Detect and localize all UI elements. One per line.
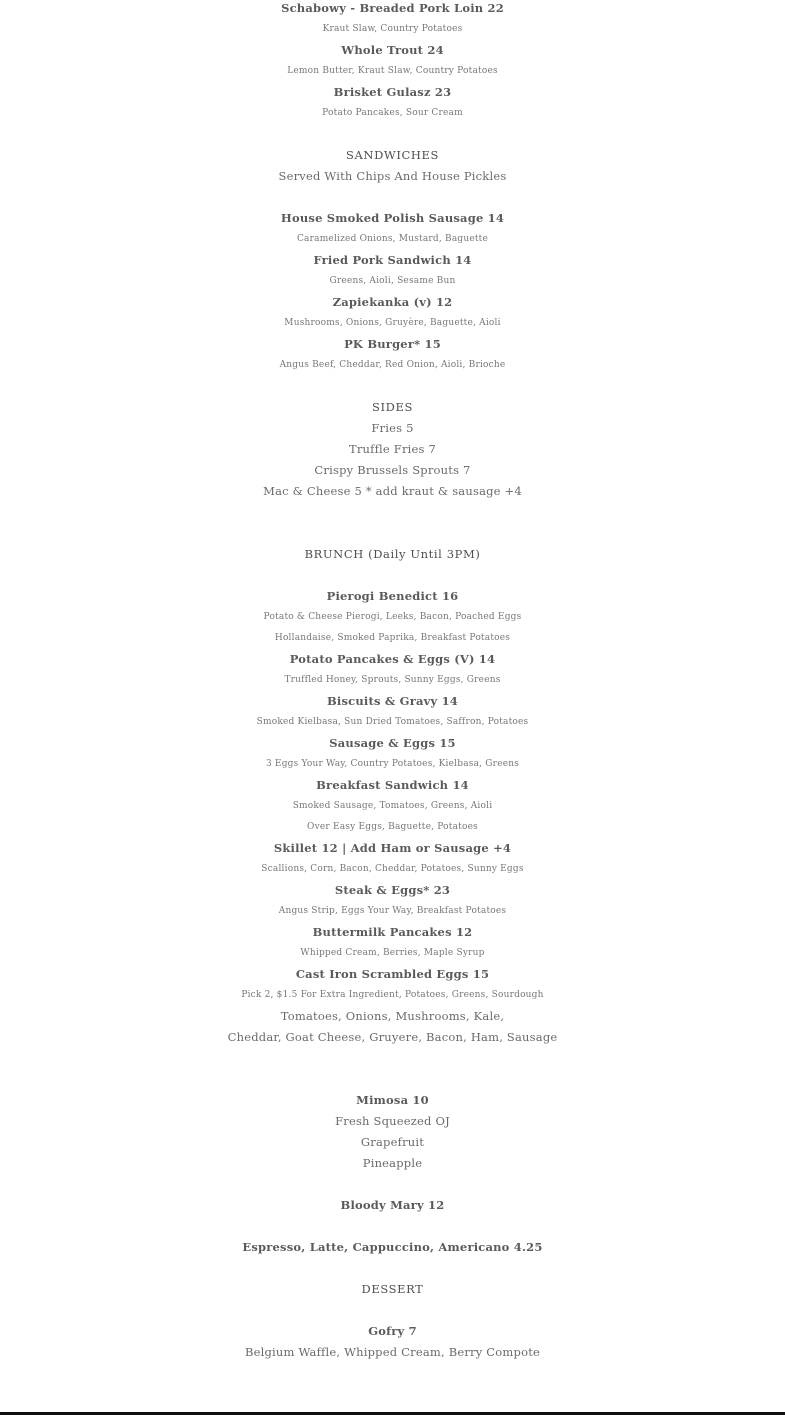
menu-item-description: 3 Eggs Your Way, Country Potatoes, Kielbasa, Greens xyxy=(265,759,520,769)
menu-item-description: Mushrooms, Onions, Gruyère, Baguette, Aioli xyxy=(284,318,501,328)
menu-text-line: Mac & Cheese 5 * add kraut & sausage +4 xyxy=(263,484,522,498)
menu-item-title: Espresso, Latte, Cappuccino, Americano 4.25 xyxy=(242,1240,543,1254)
menu-item-description: Whipped Cream, Berries, Maple Syrup xyxy=(300,948,485,958)
menu-item-title: Pierogi Benedict 16 xyxy=(326,589,459,603)
menu-item-description: Smoked Sausage, Tomatoes, Greens, Aioli xyxy=(292,801,493,811)
section-heading: SIDES xyxy=(372,400,413,414)
menu-item-title: Sausage & Eggs 15 xyxy=(329,736,456,750)
menu-item-title: Potato Pancakes & Eggs (V) 14 xyxy=(289,652,496,666)
menu-text-line: Served With Chips And House Pickles xyxy=(278,169,507,183)
menu-item-title: Cast Iron Scrambled Eggs 15 xyxy=(295,967,490,981)
menu-item-title: Brisket Gulasz 23 xyxy=(333,85,452,99)
menu-text-line: Truffle Fries 7 xyxy=(348,442,437,456)
menu-item-title: Whole Trout 24 xyxy=(341,43,444,57)
menu-text-line: Belgium Waffle, Whipped Cream, Berry Compote xyxy=(244,1345,541,1359)
menu-item-description: Scallions, Corn, Bacon, Cheddar, Potatoes, Sunny Eggs xyxy=(261,864,524,874)
menu-item-description: Truffled Honey, Sprouts, Sunny Eggs, Greens xyxy=(284,675,501,685)
menu-text-line: Tomatoes, Onions, Mushrooms, Kale, xyxy=(280,1009,505,1023)
menu-item-title: Fried Pork Sandwich 14 xyxy=(313,253,472,267)
menu-item-title: Biscuits & Gravy 14 xyxy=(327,694,458,708)
menu-text-line: Fresh Squeezed OJ xyxy=(335,1114,450,1128)
menu-item-description: Pick 2, $1.5 For Extra Ingredient, Potatoes, Greens, Sourdough xyxy=(241,990,544,1000)
menu-item-title: House Smoked Polish Sausage 14 xyxy=(280,211,505,225)
menu-text-line: Pineapple xyxy=(362,1156,423,1170)
menu-item-title: Steak & Eggs* 23 xyxy=(334,883,451,897)
menu-item-title: Buttermilk Pancakes 12 xyxy=(312,925,473,939)
menu-item-title: Gofry 7 xyxy=(368,1324,417,1338)
menu-item-title: Breakfast Sandwich 14 xyxy=(316,778,469,792)
menu-item-title: Schabowy - Breaded Pork Loin 22 xyxy=(281,1,504,15)
menu-text-line: Crispy Brussels Sprouts 7 xyxy=(314,463,471,477)
menu-item-title: PK Burger* 15 xyxy=(344,337,441,351)
menu-item-description: Hollandaise, Smoked Paprika, Breakfast Potatoes xyxy=(274,633,511,643)
menu-item-description: Angus Beef, Cheddar, Red Onion, Aioli, Brioche xyxy=(279,360,506,370)
menu-item-description: Kraut Slaw, Country Potatoes xyxy=(322,24,463,34)
menu-item-description: Greens, Aioli, Sesame Bun xyxy=(329,276,456,286)
menu-item-description: Over Easy Eggs, Baguette, Potatoes xyxy=(307,822,478,832)
menu-item-description: Potato Pancakes, Sour Cream xyxy=(322,108,463,118)
menu-text-line: Fries 5 xyxy=(371,421,414,435)
menu-text-line: Cheddar, Goat Cheese, Gruyere, Bacon, Ham, Sausage xyxy=(227,1030,558,1044)
menu-text-line: Grapefruit xyxy=(360,1135,425,1149)
menu-item-title: Skillet 12 | Add Ham or Sausage +4 xyxy=(273,841,512,855)
menu-item-title: Bloody Mary 12 xyxy=(340,1198,445,1212)
section-heading: BRUNCH (Daily Until 3PM) xyxy=(304,547,481,561)
menu-item-description: Potato & Cheese Pierogi, Leeks, Bacon, Poached Eggs xyxy=(263,612,522,622)
menu-item-title: Mimosa 10 xyxy=(356,1093,429,1107)
section-heading: DESSERT xyxy=(361,1282,424,1296)
menu-item-description: Caramelized Onions, Mustard, Baguette xyxy=(296,234,489,244)
menu-item-description: Lemon Butter, Kraut Slaw, Country Potatoes xyxy=(287,66,498,76)
menu-item-description: Angus Strip, Eggs Your Way, Breakfast Potatoes xyxy=(278,906,507,916)
menu-item-title: Zapiekanka (v) 12 xyxy=(332,295,453,309)
section-heading: SANDWICHES xyxy=(346,148,439,162)
menu-item-description: Smoked Kielbasa, Sun Dried Tomatoes, Saffron, Potatoes xyxy=(256,717,529,727)
